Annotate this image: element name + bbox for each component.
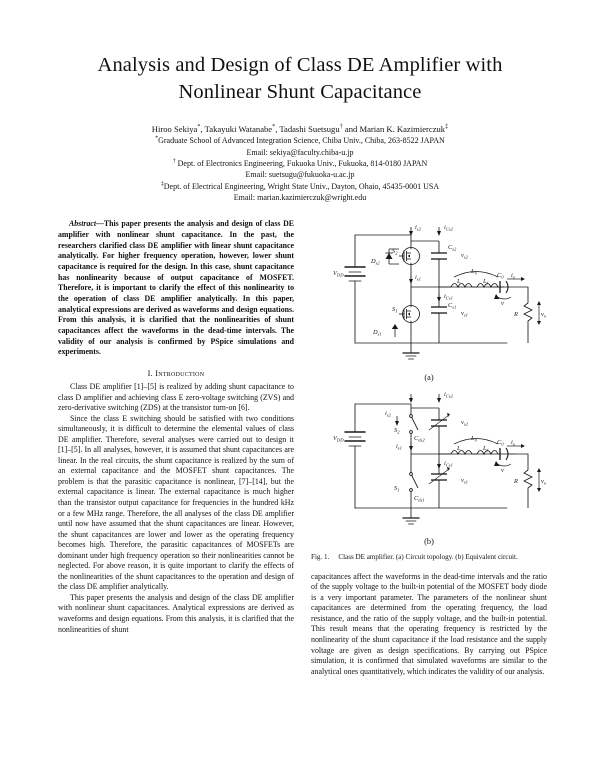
author-block [58,123,542,203]
affiliation-3-mark: ‡ [160,181,164,188]
affiliation-1 [58,135,542,146]
email-3: Email: marian.kazimierczuk@wright.edu [233,193,367,203]
label-s2-a: $S_2$ [392,248,398,256]
page-title [58,52,542,106]
label-vdd-b: $V_{DD}$ [333,435,344,443]
author-4: and Marian K. Kazimierczuk [342,124,446,135]
author-4-mark: ‡ [445,123,449,131]
label-s1-a: $S_1$ [392,306,398,314]
title-line-1: Analysis and Design of Class DE Amplifier with [97,54,503,76]
label-lf-a: $L_f$ [483,278,488,286]
circuit-diagram-b [311,388,547,531]
affiliation-2-mark: † [172,158,176,165]
label-v-b: v [501,467,504,475]
label-cds1-b: $C_{ds1}$ [414,495,425,503]
label-vs1-a: $v_{s1}$ [461,310,468,318]
section-title: Introduction [155,368,205,378]
author-names [58,123,542,135]
label-ics1-a: $i_{Cs1}$ [444,293,453,301]
label-ics2-a: $i_{Cs2}$ [444,224,453,232]
label-is2-a: $i_{s2}$ [415,224,421,232]
label-is1-b: $i_{s1}$ [396,443,402,451]
left-paragraph-2: Since the class E switching should be satisfied with two conditions simultaneously, it is difficult to determine the elemental values of class DE amplifier. Therefore, several analyses were carried out to design it [1]–[5]. In all analyses, however, it is assumed that shunt capacitances are linear. In the real circuits, the shunt capacitance is realized by the sum of an external capacitance and the MOSFET shunt capacitances. The problem is that the parasitic capacitance is nonlinear, [7]–[14], but the external capacitance is linear. The external capacitance is much higher than the transistor output capacitance for frequencies in the hundred kHz or a few MHz range. Therefore, the all analyses of the class DE amplifier until now have assumed that the shunt capacitances are linear. However, the shunt capacitances are lower and lower as the operating frequency becomes high. Therefore, the parasitic capacitances of MOSFETs are dominant under high frequency operation so their nonlinearities cannot be neglected. For above reason, it is quite important to clarify the effects of the nonlinearities of the shunt capacitances to the operation and design of the class DE amplifier analytically. [58,413,294,592]
label-vo-b: $v_o$ [541,478,547,486]
abstract-paragraph [58,219,294,358]
title-line-2: Nonlinear Shunt Capacitance [178,81,422,104]
affiliation-1-mark: * [155,135,159,142]
section-number: I. [147,368,153,378]
label-r-a: R [514,311,518,319]
abstract-dash: — [96,219,104,229]
affiliation-3 [58,181,542,192]
label-ics1-b: $i_{Cs1}$ [444,460,453,468]
circuit-diagram-a [311,219,547,367]
abstract-text: This paper presents the analysis and design of class DE amplifier with nonlinear shunt capacitance. In the past, the researchers clarified class DE amplifier with linear shunt capacitance analytically. For higher frequency operation, however, lower shunt capacitance is required for the design. In this case, shunt capacitance has nonlinearity because of output capacitance of MOSFET. Therefore, it is important to clarify the effect of this nonlinearity to the operation of class DE amplifier analytically. In this paper, analytical expressions are derived as waveforms and design equations. From this analysis, it is clarified that the nonlinearities of shunt capacitances affect the waveforms in the dead-time intervals. The validity of our analysis is confirmed by PSpice simulations and experiments. [58,219,294,357]
affiliation-2 [58,158,542,169]
label-io-a: $i_o$ [511,272,516,280]
label-io-b: $i_o$ [511,439,516,447]
label-c0-b: $C_0$ [497,439,504,447]
figure-1-caption-text: Class DE amplifier. (a) Circuit topology. (b) Equivalent circuit. [338,553,518,562]
label-vs1-b: $v_{s1}$ [461,477,468,485]
label-cs2-a: $C_{s2}$ [448,244,457,252]
left-column [58,219,294,635]
label-l-a: L [457,278,461,286]
right-column [311,219,547,677]
label-l0-b: $L_0$ [471,435,477,443]
author-3: , Tadashi Suetsugu [275,124,340,135]
left-paragraph-1: Class DE amplifier [1]–[5] is realized by adding shunt capacitance to class D amplifier and achieving class E zero-voltage switching (ZVS) and zero-derivative switching (ZDS) at the transistor turn-on [6]. [58,381,294,413]
right-paragraph-1: capacitances affect the waveforms in the dead-time intervals and the ratio of the supply voltage to the built-in potential of the MOSFET body diode is a very important parameter. The parameters of the nonlinear shunt capacitances are determined from the operating frequency, the load resistance, and the ratio of the supply voltage, and the built-in potential. This result means that the operating frequency is restricted by the nonlinearity of the shunt capacitance if the load resistance and the supply voltage are given as design specifications. By carrying out PSpice simulation, it is confirmed that simulated waveforms are similar to the analytical ones quantitatively, which indicates the validity of our analysis. [311,571,547,676]
author-1-mark: * [197,123,201,131]
author-3-mark: † [339,123,343,131]
two-column-body [0,219,600,677]
label-s2-b: $S_2$ [394,427,400,435]
affiliation-1-text: Graduate School of Advanced Integration Science, Chiba Univ., Chiba, 263-8522 JAPAN [158,136,445,146]
label-is2-b: $i_{s2}$ [385,410,391,418]
figure-1b-label: (b) [424,537,434,547]
figure-1a-label: (a) [424,373,434,383]
label-ics2-b: $i_{Cs2}$ [444,391,453,399]
label-l-b: L [457,445,461,453]
affiliation-2-text: Dept. of Electronics Engineering, Fukuoka Univ., Fukuoka, 814-0180 JAPAN [175,159,428,169]
email-2: Email: suetsugu@fukuoka-u.ac.jp [245,170,355,180]
label-vs2-a: $v_{s2}$ [461,252,468,260]
figure-1-panel-b [311,388,547,546]
label-lf-b: $L_f$ [483,445,488,453]
label-cs1-a: $C_{s1}$ [448,302,457,310]
label-s1-b: $S_1$ [394,485,400,493]
affiliation-3-text: Dept. of Electrical Engineering, Wright State Univ., Dayton, Ohaio, 45435-0001 USA [163,181,440,191]
abstract-label: Abstract [69,219,97,229]
author-1: Hiroo Sekiya [151,124,198,135]
label-v-a: v [501,300,504,308]
figure-1-caption [311,553,547,562]
label-vdd-a: $V_{DD}$ [333,270,344,278]
title-block [0,0,600,203]
author-2: , Takayuki Watanabe [200,124,273,135]
label-c0-a: $C_0$ [497,272,504,280]
label-vo-a: $v_o$ [541,311,547,319]
left-paragraph-3: This paper presents the analysis and design of the class DE amplifier with nonlinear shunt capacitances. Analytical expressions are derived as waveforms and design equations. From this analysis, it is clarified that the nonlinearities of shunt [58,592,294,634]
email-1: Email: sekiya@faculty.chiba-u.jp [246,147,354,157]
label-l0-a: $L_0$ [471,268,477,276]
label-ds1-a: $D_{s1}$ [373,329,382,337]
section-heading-introduction [58,369,294,378]
author-2-mark: * [272,123,276,131]
figure-1 [311,219,547,562]
label-r-b: R [514,478,518,486]
label-cds2-b: $C_{ds2}$ [414,435,425,443]
label-vs2-b: $v_{s2}$ [461,419,468,427]
label-ds2-a: $D_{s2}$ [371,258,380,266]
right-text-block [311,572,547,677]
figure-1-number: Fig. 1. [311,553,330,562]
label-is1-a: $i_{s1}$ [415,274,421,282]
figure-1-panel-a [311,219,547,382]
